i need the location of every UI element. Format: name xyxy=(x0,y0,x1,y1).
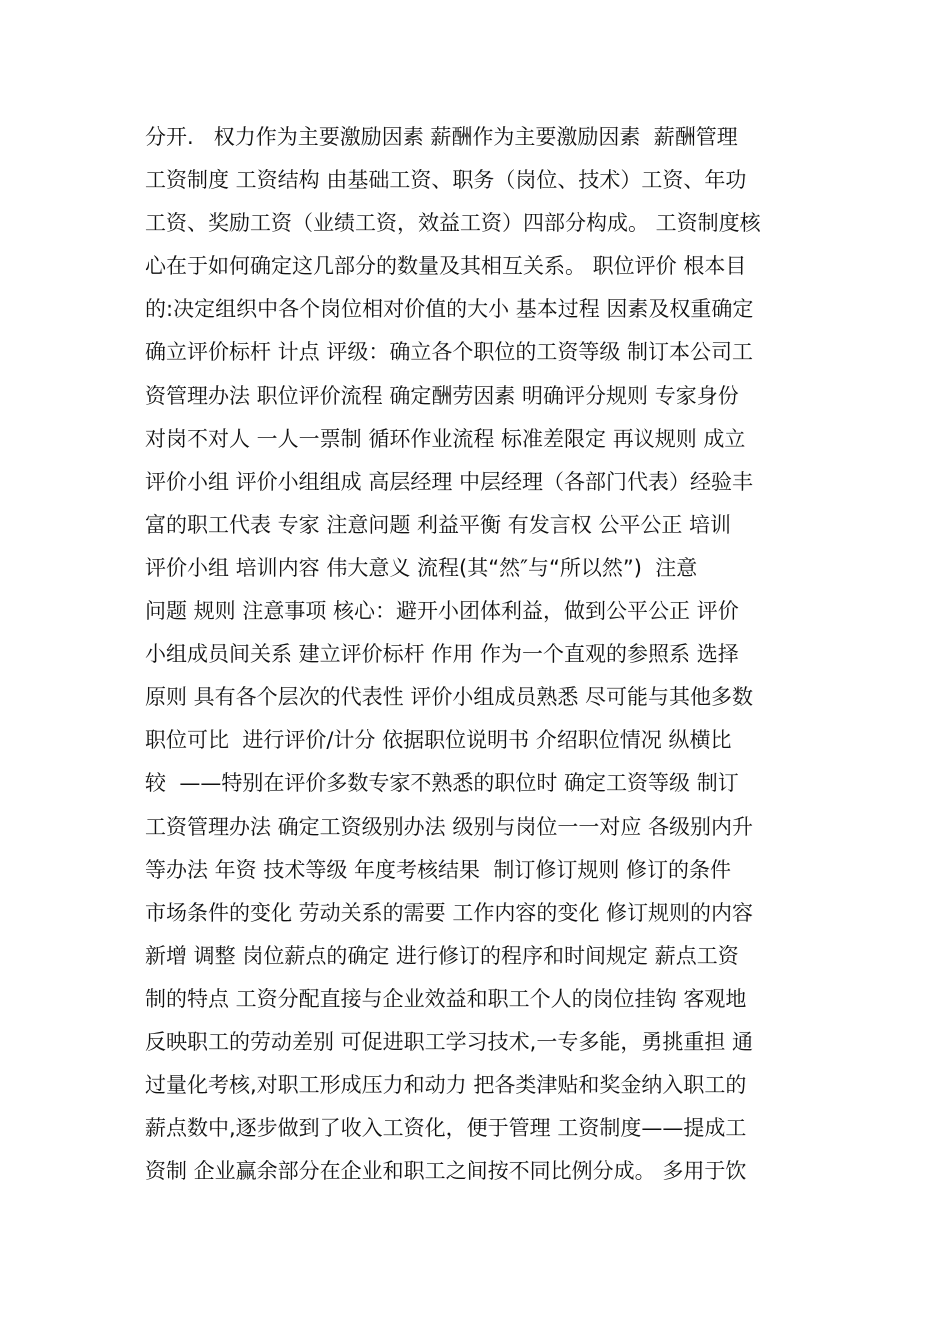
text-line: 资管理办法 职位评价流程 确定酬劳因素 明确评分规则 专家身份 xyxy=(145,383,739,408)
text-line: 工资、奖励工资（业绩工资，效益工资）四部分构成。 工资制度核 xyxy=(145,211,761,236)
text-line: 市场条件的变化 劳动关系的需要 工作内容的变化 修订规则的内容 xyxy=(145,900,754,925)
text-line: 较 ——特别在评价多数专家不熟悉的职位时 确定工资等级 制订 xyxy=(145,771,739,796)
text-line: 工资管理办法 确定工资级别办法 级别与岗位一一对应 各级别内升 xyxy=(145,814,754,839)
text-line: 问题 规则 注意事项 核心：避开小团体利益，做到公平公正 评价 xyxy=(145,599,739,624)
text-line: 确立评价标杆 计点 评级：确立各个职位的工资等级 制订本公司工 xyxy=(145,340,754,365)
text-line: 富的职工代表 专家 注意问题 利益平衡 有发言权 公平公正 培训 xyxy=(145,512,732,537)
text-line: 对岗不对人 一人一票制 循环作业流程 标准差限定 再议规则 成立 xyxy=(145,426,746,451)
text-line: 心在于如何确定这几部分的数量及其相互关系。 职位评价 根本目 xyxy=(145,254,747,279)
text-line: 评价小组 培训内容 伟大意义 流程(其“然″与“所以然”) 注意 xyxy=(145,555,698,580)
text-line: 薪点数中,逐步做到了收入工资化，便于管理 工资制度——提成工 xyxy=(145,1116,747,1141)
text-line: 过量化考核,对职工形成压力和动力 把各类津贴和奖金纳入职工的 xyxy=(145,1073,747,1098)
text-line: 资制 企业赢余部分在企业和职工之间按不同比例分成。 多用于饮 xyxy=(145,1159,747,1184)
text-line: 分开. 权力作为主要激励因素 薪酬作为主要激励因素 薪酬管理 xyxy=(145,125,738,149)
text-line: 评价小组 评价小组组成 高层经理 中层经理（各部门代表）经验丰 xyxy=(145,469,754,494)
text-line: 新增 调整 岗位薪点的确定 进行修订的程序和时间规定 薪点工资 xyxy=(145,943,739,968)
body-text xyxy=(145,116,815,1193)
text-line: 制的特点 工资分配直接与企业效益和职工个人的岗位挂钩 客观地 xyxy=(145,986,747,1011)
text-line: 的:决定组织中各个岗位相对价值的大小 基本过程 因素及权重确定 xyxy=(145,297,754,322)
text-line: 工资制度 工资结构 由基础工资、职务（岗位、技术）工资、年功 xyxy=(145,168,747,193)
text-line: 职位可比 进行评价/计分 依据职位说明书 介绍职位情况 纵横比 xyxy=(145,728,732,753)
text-line: 小组成员间关系 建立评价标杆 作用 作为一个直观的参照系 选择 xyxy=(145,642,739,667)
text-line: 反映职工的劳动差别 可促进职工学习技术,一专多能，勇挑重担 通 xyxy=(145,1029,754,1054)
text-line: 等办法 年资 技术等级 年度考核结果 制订修订规则 修订的条件 xyxy=(145,857,732,882)
text-line: 原则 具有各个层次的代表性 评价小组成员熟悉 尽可能与其他多数 xyxy=(145,685,754,710)
